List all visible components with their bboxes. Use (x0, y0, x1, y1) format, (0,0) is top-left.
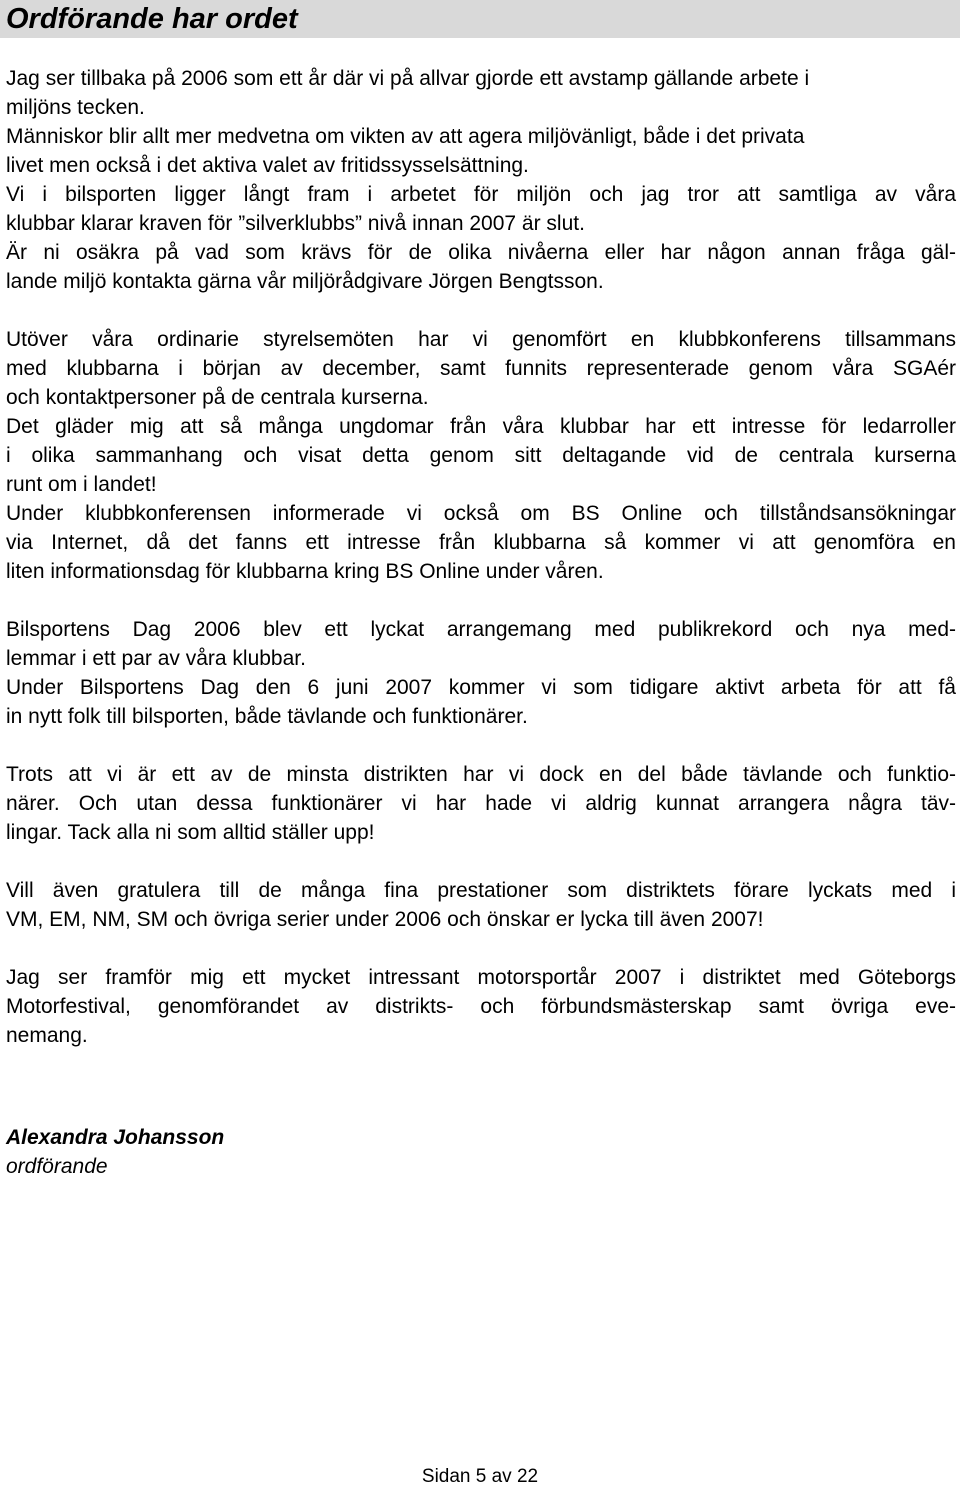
text-line: liten informationsdag för klubbarna kring BS Online under våren. (6, 560, 604, 583)
paragraph-gap (6, 586, 956, 615)
text-line: Vill även gratulera till de många fina prestationer som distriktets förare lyckats med i (6, 879, 956, 902)
text-line: klubbar klarar kraven för ”silverklubbs” nivå innan 2007 är slut. (6, 212, 585, 235)
text-line: Jag ser tillbaka på 2006 som ett år där vi på allvar gjorde ett avstamp gällande arbete i (6, 67, 810, 90)
signature-name: Alexandra Johansson (6, 1126, 225, 1149)
paragraph-gap (6, 847, 956, 876)
text-line: Under Bilsportens Dag den 6 juni 2007 kommer vi som tidigare aktivt arbeta för att få (6, 676, 956, 699)
page-title: Ordförande har ordet (6, 3, 298, 35)
text-line: in nytt folk till bilsporten, både tävlande och funktionärer. (6, 705, 528, 728)
paragraph-gap (6, 934, 956, 963)
text-line: närer. Och utan dessa funktionärer vi har hade vi aldrig kunnat arrangera några täv- (6, 792, 956, 815)
text-line: lingar. Tack alla ni som alltid ställer upp! (6, 821, 375, 844)
text-line: i olika sammanhang och visat detta genom sitt deltagande vid de centrala kurserna (6, 444, 956, 467)
text-line: Vi i bilsporten ligger långt fram i arbetet för miljön och jag tror att samtliga av våra (6, 183, 956, 206)
text-line: via Internet, då det fanns ett intresse från klubbarna så kommer vi att genomföra en (6, 531, 956, 554)
text-line: Motorfestival, genomförandet av distrikts- och förbundsmästerskap samt övriga eve- (6, 995, 956, 1018)
text-line: Jag ser framför mig ett mycket intressant motorsportår 2007 i distriktet med Göteborgs (6, 966, 956, 989)
text-line: Människor blir allt mer medvetna om vikten av att agera miljövänligt, både i det privata (6, 125, 805, 148)
text-line: runt om i landet! (6, 473, 157, 496)
signature-role: ordförande (6, 1155, 108, 1178)
text-line: nemang. (6, 1024, 88, 1047)
text-line: livet men också i det aktiva valet av fritidssysselsättning. (6, 154, 529, 177)
text-line: Under klubbkonferensen informerade vi också om BS Online och tillståndsansökningar (6, 502, 956, 525)
text-line: och kontaktpersoner på de centrala kurserna. (6, 386, 429, 409)
text-line: Det gläder mig att så många ungdomar från våra klubbar har ett intresse för ledarroller (6, 415, 956, 438)
title-bar (0, 0, 960, 38)
paragraph-gap (6, 296, 956, 325)
text-line: Trots att vi är ett av de minsta distrikten har vi dock en del både tävlande och funktio- (6, 763, 956, 786)
text-line: miljöns tecken. (6, 96, 145, 119)
text-line: med klubbarna i början av december, samt funnits representerade genom våra SGAér (6, 357, 956, 380)
text-line: Är ni osäkra på vad som krävs för de olika nivåerna eller har någon annan fråga gäl- (6, 241, 956, 264)
page-number: Sidan 5 av 22 (421, 1466, 539, 1487)
text-line: lemmar i ett par av våra klubbar. (6, 647, 306, 670)
text-line: Utöver våra ordinarie styrelsemöten har vi genomfört en klubbkonferens tillsammans (6, 328, 956, 351)
text-line: lande miljö kontakta gärna vår miljörådgivare Jörgen Bengtsson. (6, 270, 604, 293)
paragraph-gap (6, 731, 956, 760)
text-line: VM, EM, NM, SM och övriga serier under 2006 och önskar er lycka till även 2007! (6, 908, 764, 931)
article-body (6, 64, 956, 1050)
text-line: Bilsportens Dag 2006 blev ett lyckat arrangemang med publikrekord och nya med- (6, 618, 956, 641)
